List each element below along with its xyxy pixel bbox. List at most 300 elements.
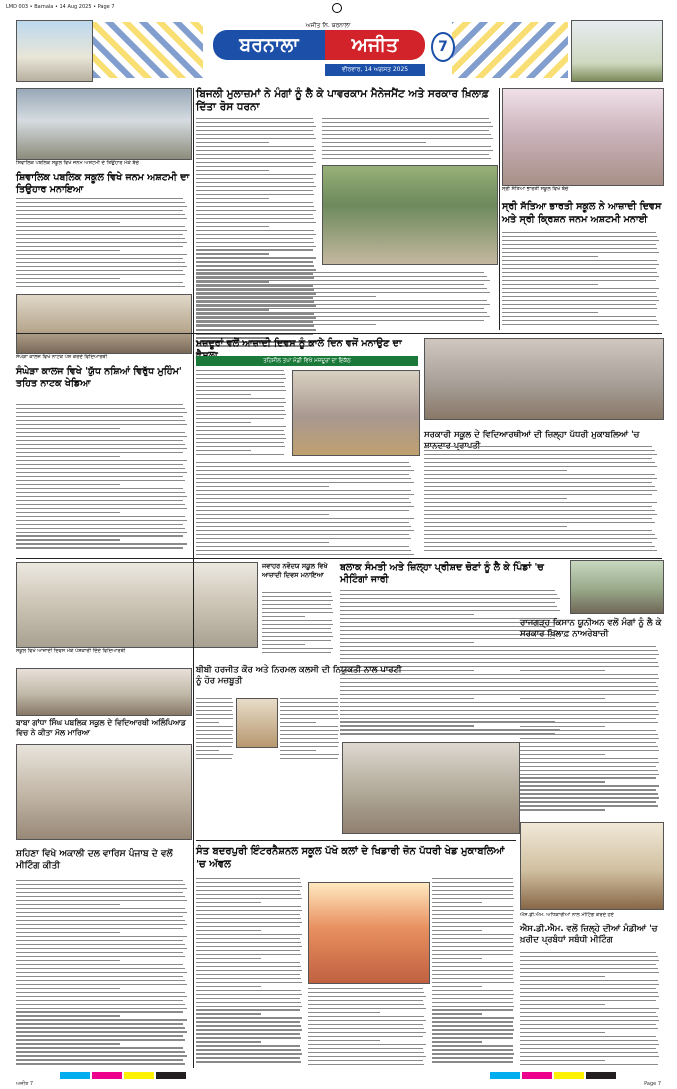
body-sdm: [520, 952, 662, 1068]
text-line: [520, 682, 656, 683]
text-line: [196, 190, 313, 191]
text-line: [196, 970, 302, 971]
text-line: [322, 158, 491, 159]
text-line: [262, 644, 305, 645]
text-line: [16, 535, 183, 536]
text-line: [16, 286, 185, 287]
text-line: [196, 1033, 300, 1034]
text-line: [16, 500, 183, 501]
text-line: [16, 532, 187, 533]
text-line: [196, 1017, 302, 1018]
text-line: [16, 1008, 187, 1009]
text-line: [196, 324, 376, 325]
text-line: [196, 954, 301, 955]
text-line: [432, 1037, 513, 1038]
text-line: [520, 1040, 658, 1041]
text-line: [520, 805, 658, 806]
text-line: [16, 496, 187, 497]
text-line: [196, 1053, 302, 1054]
text-line: [432, 894, 513, 895]
text-line: [196, 222, 316, 223]
text-line: [520, 702, 659, 703]
text-line: [432, 1009, 513, 1010]
text-line: [262, 636, 333, 637]
text-line: [424, 506, 652, 507]
text-line: [196, 406, 284, 407]
text-line: [196, 738, 233, 739]
text-line: [16, 996, 187, 997]
text-line: [16, 1031, 187, 1032]
text-line: [16, 266, 187, 267]
text-line: [16, 988, 120, 989]
text-line: [16, 230, 187, 231]
text-line: [196, 530, 414, 531]
text-line: [280, 714, 338, 715]
headline-olympiad: ਬਾਬਾ ਗਾਂਧਾ ਸਿੰਘ ਪਬਲਿਕ ਸਕੂਲ ਦੇ ਵਿਦਿਆਰਥੀ ਅਲਿੰਪਿਆਡ ਵਿਚ ਨੇ ਕੀਤਾ ਮੱਲ ਮਾਰਿਆ: [16, 718, 186, 737]
text-line: [432, 1045, 513, 1046]
text-line: [262, 600, 333, 601]
text-line: [520, 746, 658, 747]
text-line: [262, 612, 333, 613]
text-line: [432, 878, 513, 879]
text-line: [196, 714, 233, 715]
text-line: [502, 264, 659, 265]
text-line: [432, 1025, 513, 1026]
text-line: [520, 738, 659, 739]
text-line: [196, 718, 233, 719]
text-line: [520, 1024, 656, 1025]
text-line: [340, 614, 474, 615]
text-line: [196, 498, 409, 499]
text-line: [16, 404, 183, 405]
text-line: [432, 994, 514, 995]
text-line: [520, 734, 658, 735]
text-line: [16, 908, 185, 909]
text-line: [16, 218, 187, 219]
text-line: [308, 992, 424, 993]
text-line: [16, 964, 183, 965]
text-line: [322, 134, 491, 135]
text-line: [262, 604, 331, 605]
text-line: [424, 458, 652, 459]
masthead-pattern-left: [93, 22, 203, 78]
text-line: [16, 980, 185, 981]
text-line: [196, 182, 314, 183]
text-line: [424, 470, 567, 471]
text-line: [196, 1021, 300, 1022]
text-line: [502, 244, 656, 245]
text-line: [424, 542, 652, 543]
text-line: [196, 1013, 261, 1014]
text-line: [16, 440, 183, 441]
text-line: [16, 274, 185, 275]
text-line: [16, 484, 120, 485]
text-line: [520, 1008, 659, 1009]
text-line: [16, 940, 183, 941]
text-line: [520, 690, 659, 691]
text-line: [432, 990, 513, 991]
text-line: [196, 292, 490, 293]
text-line: [16, 488, 183, 489]
headline-shehna: ਸ਼ਹਿਣਾ ਵਿਖੇ ਅਕਾਲੀ ਦਲ ਵਾਰਿਸ ਪੰਜਾਬ ਦੇ ਵਲੋਂ ਮੀਟਿੰਗ ਕੀਤੀ: [16, 849, 173, 871]
text-line: [196, 276, 487, 277]
text-line: [196, 284, 484, 285]
text-line: [502, 268, 656, 269]
text-line: [16, 520, 187, 521]
text-line: [16, 508, 187, 509]
text-line: [196, 470, 414, 471]
text-line: [196, 986, 261, 987]
text-line: [196, 898, 302, 899]
text-line: [520, 758, 658, 759]
text-line: [196, 234, 316, 235]
section-rule-3: [196, 840, 516, 841]
text-line: [196, 130, 313, 131]
text-line: [196, 462, 409, 463]
text-line: [502, 320, 657, 321]
text-line: [520, 809, 605, 810]
text-line: [16, 464, 183, 465]
text-line: [308, 996, 426, 997]
text-line: [280, 734, 338, 735]
text-line: [16, 1063, 185, 1064]
photo-kisan-group: [570, 560, 664, 614]
text-line: [520, 770, 658, 771]
text-line: [520, 686, 658, 687]
body-satya-bharti: [502, 232, 662, 330]
text-line: [16, 282, 183, 283]
text-line: [432, 1053, 514, 1054]
text-line: [196, 154, 313, 155]
text-line: [424, 546, 655, 547]
text-line: [432, 942, 513, 943]
text-line: [196, 202, 313, 203]
text-line: [196, 269, 316, 270]
text-line: [308, 1032, 426, 1033]
text-line: [432, 958, 482, 959]
photo-portrait-1: [236, 698, 278, 748]
text-line: [16, 278, 120, 279]
text-line: [196, 942, 301, 943]
text-line: [196, 518, 414, 519]
text-line: [196, 750, 219, 751]
text-line: [16, 412, 187, 413]
text-line: [280, 718, 339, 719]
text-line: [196, 134, 314, 135]
text-line: [432, 998, 513, 999]
text-line: [308, 1028, 424, 1029]
headline-school-students: ਸਰਕਾਰੀ ਸਕੂਲ ਦੇ ਵਿਦਿਆਰਥੀਆਂ ਦੀ ਜ਼ਿਲ੍ਹਾ ਪੱਧਰੀ ਮੁਕਾਬਲਿਆਂ 'ਚ: [424, 430, 640, 440]
text-line: [308, 1020, 426, 1021]
text-line: [196, 982, 302, 983]
text-line: [16, 920, 185, 921]
text-line: [196, 402, 286, 403]
text-line: [16, 539, 120, 540]
text-line: [16, 1043, 120, 1044]
text-line: [16, 468, 185, 469]
text-line: [308, 1000, 423, 1001]
text-line: [196, 974, 300, 975]
text-line: [196, 194, 314, 195]
text-line: [520, 1048, 656, 1049]
text-line: [432, 982, 514, 983]
text-line: [196, 265, 314, 266]
photo-sports-team: [308, 882, 430, 984]
masthead-photo-tower: [571, 20, 663, 82]
photo-ceremony: [342, 742, 520, 834]
text-line: [16, 928, 183, 929]
text-line: [424, 538, 657, 539]
text-line: [424, 502, 657, 503]
text-line: [340, 590, 555, 591]
text-line: [16, 948, 187, 949]
text-line: [196, 1049, 301, 1050]
text-line: [432, 1057, 513, 1058]
text-line: [424, 526, 567, 527]
headline-elections: ਬਲਾਕ ਸੰਮਤੀ ਅਤੇ ਜ਼ਿਲ੍ਹਾ ਪ੍ਰੀਸ਼ਦ ਚੋਣਾਂ ਨੂੰ ਲੈ ਕੇ ਪਿੰਡਾਂ 'ਚ ਮੀਟਿੰਗਾਂ ਜਾਰੀ: [340, 562, 544, 585]
text-line: [196, 538, 411, 539]
text-line: [196, 446, 285, 447]
text-line: [432, 922, 514, 923]
text-line: [502, 240, 659, 241]
caption-sdm: ਐਸ.ਡੀ.ਐਮ. ਅਧਿਕਾਰੀਆਂ ਨਾਲ ਮੀਟਿੰਗ ਕਰਦੇ ਹੋਏ: [520, 912, 614, 918]
text-line: [196, 882, 301, 883]
text-line: [520, 1020, 659, 1021]
text-line: [196, 1061, 301, 1062]
masthead-banner: [205, 22, 451, 82]
text-line: [502, 288, 659, 289]
text-line: [424, 474, 655, 475]
text-line: [196, 482, 414, 483]
section-rule-1: [16, 333, 662, 334]
text-line: [196, 198, 269, 199]
text-line: [196, 526, 411, 527]
text-line: [520, 674, 658, 675]
text-line: [16, 262, 185, 263]
text-line: [16, 1011, 183, 1012]
text-line: [196, 506, 414, 507]
text-line: [196, 316, 490, 317]
headline-satya-bharti: ਸ੍ਰੀ ਸੱਤਿਆ ਭਾਰਤੀ ਸਕੂਲ ਨੇ ਆਜ਼ਾਦੀ ਦਿਵਸ ਅਤੇ ਸ੍ਰੀ ਕ੍ਰਿਸ਼ਨ ਜਨਮ ਅਸ਼ਟਮੀ ਮਨਾਈ: [502, 201, 662, 225]
body-sanghera: [16, 404, 190, 554]
text-line: [196, 394, 251, 395]
text-line: [196, 1002, 301, 1003]
text-line: [196, 502, 411, 503]
headline-navodaya: ਜਵਾਹਰ ਨਵੋਦਯ ਸਕੂਲ ਵਿਖੇ ਆਜ਼ਾਦੀ ਦਿਵਸ ਮਨਾਇਆ: [262, 562, 328, 579]
print-info-strip: LMD 003 • Barnala • 14 Aug 2025 • Page 7: [6, 4, 115, 10]
text-line: [196, 890, 300, 891]
text-line: [432, 914, 513, 915]
text-line: [16, 896, 185, 897]
text-line: [196, 726, 233, 727]
masthead-photo-gate: [16, 20, 93, 82]
text-line: [196, 296, 376, 297]
text-line: [16, 238, 185, 239]
text-line: [196, 174, 316, 175]
text-line: [432, 954, 513, 955]
text-line: [196, 734, 232, 735]
text-line: [424, 486, 655, 487]
text-line: [196, 418, 284, 419]
text-line: [196, 206, 314, 207]
text-line: [424, 518, 652, 519]
text-line: [520, 1060, 605, 1061]
text-line: [520, 968, 658, 969]
text-line: [196, 253, 269, 254]
text-line: [424, 466, 657, 467]
text-line: [196, 698, 232, 699]
text-line: [308, 988, 423, 989]
text-line: [16, 952, 183, 953]
photo-labour-meeting: [292, 370, 420, 456]
color-bar-magenta: [92, 1072, 122, 1079]
text-line: [16, 1035, 183, 1036]
text-line: [196, 998, 300, 999]
text-line: [16, 428, 120, 429]
text-line: [16, 516, 185, 517]
text-line: [196, 178, 313, 179]
text-line: [432, 1013, 482, 1014]
text-line: [520, 650, 658, 651]
text-line: [262, 648, 333, 649]
text-line: [16, 432, 185, 433]
text-line: [16, 944, 185, 945]
text-line: [16, 1019, 187, 1020]
text-line: [16, 492, 185, 493]
text-line: [16, 270, 183, 271]
text-line: [432, 1006, 514, 1007]
text-line: [502, 292, 656, 293]
text-line: [196, 554, 414, 555]
text-line: [196, 910, 302, 911]
text-line: [308, 1008, 426, 1009]
text-line: [196, 300, 487, 301]
text-line: [308, 1024, 423, 1025]
text-line: [196, 118, 313, 119]
text-line: [196, 426, 286, 427]
text-line: [196, 746, 232, 747]
color-bar-cyan-2: [490, 1072, 520, 1079]
column-rule-1: [193, 88, 194, 1068]
text-line: [520, 774, 659, 775]
text-line: [520, 777, 656, 778]
headline-kisan: ਰਾਜਗੜ੍ਹ ਕਿਸਾਨ ਯੂਨੀਅਨ ਵਲੋਂ ਮੰਗਾਂ ਨੂੰ ਲੈ ਕੇ ਸਰਕਾਰ ਖ਼ਿਲਾਫ਼ ਨਾਅਰੇਬਾਜ਼ੀ: [520, 618, 662, 639]
text-line: [16, 880, 183, 881]
masthead-city-box: ਬਰਨਾਲਾ: [213, 30, 325, 60]
text-line: [520, 1000, 656, 1001]
text-line: [196, 950, 300, 951]
color-bar-magenta-2: [522, 1072, 552, 1079]
text-line: [432, 934, 514, 935]
text-line: [432, 978, 513, 979]
caption-shivalik: ਸ਼ਿਵਾਲਿਕ ਪਬਲਿਕ ਸਕੂਲ ਵਿਖੇ ਜਨਮ ਅਸ਼ਟਮੀ ਦੇ ਤਿਉਹਾਰ ਮੌਕੇ ਬੱਚੇ: [16, 160, 139, 166]
text-line: [16, 904, 120, 905]
text-line: [520, 988, 656, 989]
text-line: [322, 146, 491, 147]
text-line: [520, 750, 659, 751]
text-line: [196, 370, 284, 371]
text-line: [196, 422, 251, 423]
text-line: [16, 976, 183, 977]
photo-dance-kids: [502, 88, 664, 186]
text-line: [520, 646, 656, 647]
text-line: [196, 978, 301, 979]
text-line: [196, 1057, 300, 1058]
body-appointment-2: [280, 698, 340, 762]
text-line: [308, 1064, 424, 1065]
text-line: [16, 524, 183, 525]
text-line: [280, 722, 316, 723]
text-line: [520, 718, 656, 719]
text-line: [424, 478, 657, 479]
body-power-protest-2: [322, 118, 496, 162]
text-line: [16, 242, 187, 243]
text-line: [520, 972, 659, 973]
text-line: [196, 1041, 261, 1042]
text-line: [520, 960, 659, 961]
text-line: [196, 754, 233, 755]
text-line: [432, 1017, 514, 1018]
text-line: [520, 1032, 605, 1033]
date-box: ਵੀਰਵਾਰ, 14 ਅਗਸਤ 2025: [325, 64, 425, 76]
text-line: [196, 261, 313, 262]
text-line: [196, 226, 269, 227]
text-line: [16, 936, 187, 937]
body-labour-2: [196, 462, 418, 558]
text-line: [340, 602, 555, 603]
color-bar-yellow: [124, 1072, 154, 1079]
text-line: [520, 781, 605, 782]
text-line: [196, 138, 316, 139]
text-line: [520, 654, 659, 655]
text-line: [520, 666, 659, 667]
text-line: [520, 754, 605, 755]
text-line: [280, 758, 338, 759]
text-line: [196, 478, 411, 479]
text-line: [520, 801, 656, 802]
text-line: [520, 1056, 659, 1057]
text-line: [308, 1060, 423, 1061]
text-line: [196, 126, 316, 127]
text-line: [262, 640, 331, 641]
text-line: [196, 308, 484, 309]
text-line: [432, 938, 513, 939]
text-line: [196, 320, 484, 321]
text-line: [196, 906, 301, 907]
text-line: [262, 624, 333, 625]
text-line: [280, 702, 338, 703]
text-line: [196, 249, 313, 250]
text-line: [432, 902, 482, 903]
footer-left: ਅਜੀਤ 7: [16, 1081, 34, 1087]
text-line: [432, 918, 513, 919]
text-line: [340, 698, 474, 699]
text-line: [16, 246, 183, 247]
photo-independence-kids: [16, 562, 258, 648]
text-line: [432, 974, 513, 975]
text-line: [340, 598, 560, 599]
text-line: [432, 926, 513, 927]
text-line: [520, 789, 656, 790]
photo-college-play: [16, 294, 192, 354]
text-line: [432, 882, 513, 883]
text-line: [308, 1036, 423, 1037]
text-line: [16, 210, 183, 211]
text-line: [322, 118, 489, 119]
text-line: [280, 730, 339, 731]
text-line: [424, 450, 655, 451]
text-line: [196, 242, 314, 243]
